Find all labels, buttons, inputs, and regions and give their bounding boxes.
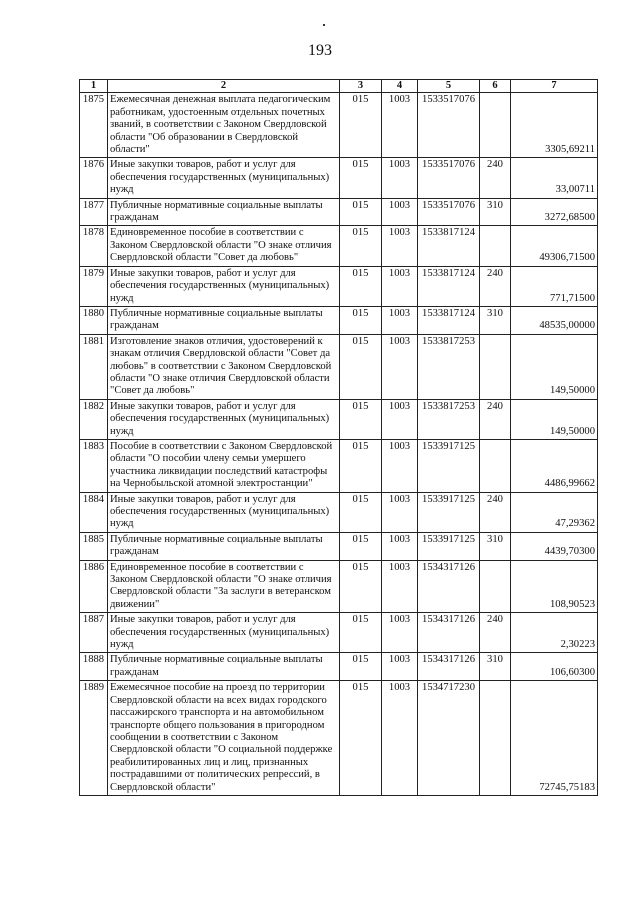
row-description: Публичные нормативные социальные выплаты гражданам <box>108 532 340 560</box>
row-amount: 149,50000 <box>511 334 598 399</box>
col-header-1: 1 <box>80 80 108 93</box>
row-amount: 4486,99662 <box>511 439 598 492</box>
row-amount: 2,30223 <box>511 613 598 653</box>
row-expense-type <box>480 93 511 158</box>
row-section-code: 1003 <box>382 681 418 796</box>
row-section-code: 1003 <box>382 93 418 158</box>
row-ministry-code: 015 <box>340 681 382 796</box>
row-description: Публичные нормативные социальные выплаты гражданам <box>108 306 340 334</box>
row-description: Публичные нормативные социальные выплаты гражданам <box>108 198 340 226</box>
row-target-code: 1534317126 <box>418 653 480 681</box>
col-header-2: 2 <box>108 80 340 93</box>
row-ministry-code: 015 <box>340 198 382 226</box>
row-ministry-code: 015 <box>340 334 382 399</box>
row-ministry-code: 015 <box>340 532 382 560</box>
row-amount: 108,90523 <box>511 560 598 613</box>
row-number: 1883 <box>80 439 108 492</box>
row-expense-type <box>480 681 511 796</box>
table-body <box>80 93 598 796</box>
row-number: 1880 <box>80 306 108 334</box>
header-row <box>80 80 598 93</box>
row-description: Ежемесячное пособие на проезд по территории Свердловской области на всех видах городского пассажирского транспорта и на автомобильном транспорте общего пользования в пригородном сообщении в соответствии с Законом Свердловской области "О социальной поддержке реабилитированных лиц и лиц, признанных пострадавшими от политических репрессий, в Свердловской области" <box>108 681 340 796</box>
row-number: 1882 <box>80 399 108 439</box>
row-number: 1889 <box>80 681 108 796</box>
row-expense-type: 310 <box>480 198 511 226</box>
row-ministry-code: 015 <box>340 439 382 492</box>
row-section-code: 1003 <box>382 306 418 334</box>
row-ministry-code: 015 <box>340 653 382 681</box>
row-ministry-code: 015 <box>340 266 382 306</box>
row-section-code: 1003 <box>382 399 418 439</box>
row-target-code: 1534317126 <box>418 560 480 613</box>
row-amount: 106,60300 <box>511 653 598 681</box>
row-number: 1884 <box>80 492 108 532</box>
row-description: Иные закупки товаров, работ и услуг для обеспечения государственных (муниципальных) нужд <box>108 266 340 306</box>
row-expense-type: 240 <box>480 266 511 306</box>
row-target-code: 1533517076 <box>418 93 480 158</box>
row-amount: 72745,75183 <box>511 681 598 796</box>
row-section-code: 1003 <box>382 653 418 681</box>
row-ministry-code: 015 <box>340 93 382 158</box>
table-row <box>80 226 598 266</box>
row-target-code: 1534717230 <box>418 681 480 796</box>
row-target-code: 1533517076 <box>418 198 480 226</box>
table-row <box>80 653 598 681</box>
row-section-code: 1003 <box>382 226 418 266</box>
row-section-code: 1003 <box>382 492 418 532</box>
row-description: Иные закупки товаров, работ и услуг для обеспечения государственных (муниципальных) нужд <box>108 613 340 653</box>
row-expense-type <box>480 560 511 613</box>
row-ministry-code: 015 <box>340 613 382 653</box>
row-section-code: 1003 <box>382 158 418 198</box>
row-section-code: 1003 <box>382 560 418 613</box>
row-number: 1878 <box>80 226 108 266</box>
row-target-code: 1533817124 <box>418 226 480 266</box>
row-expense-type: 310 <box>480 306 511 334</box>
col-header-5: 5 <box>418 80 480 93</box>
row-section-code: 1003 <box>382 532 418 560</box>
table-row <box>80 560 598 613</box>
row-number: 1876 <box>80 158 108 198</box>
table-row <box>80 198 598 226</box>
table-row <box>80 681 598 796</box>
row-description: Ежемесячная денежная выплата педагогическим работникам, удостоенным отдельных почетных званий, в соответствии с Законом Свердловской области "Об образовании в Свердловской области" <box>108 93 340 158</box>
row-amount: 47,29362 <box>511 492 598 532</box>
row-number: 1888 <box>80 653 108 681</box>
scan-speck <box>323 24 325 26</box>
row-ministry-code: 015 <box>340 399 382 439</box>
row-number: 1875 <box>80 93 108 158</box>
row-expense-type: 310 <box>480 653 511 681</box>
row-amount: 33,00711 <box>511 158 598 198</box>
row-expense-type <box>480 226 511 266</box>
row-description: Пособие в соответствии с Законом Свердловской области "О пособии члену семьи умершего участника ликвидации последствий катастрофы на Чернобыльской атомной электростанции" <box>108 439 340 492</box>
row-ministry-code: 015 <box>340 306 382 334</box>
row-description: Единовременное пособие в соответствии с Законом Свердловской области "О знаке отличия Свердловской области "Совет да любовь" <box>108 226 340 266</box>
row-expense-type <box>480 334 511 399</box>
table-row <box>80 266 598 306</box>
row-expense-type: 240 <box>480 158 511 198</box>
row-amount: 48535,00000 <box>511 306 598 334</box>
row-number: 1887 <box>80 613 108 653</box>
row-section-code: 1003 <box>382 439 418 492</box>
row-number: 1879 <box>80 266 108 306</box>
col-header-7: 7 <box>511 80 598 93</box>
table-row <box>80 439 598 492</box>
row-section-code: 1003 <box>382 334 418 399</box>
row-section-code: 1003 <box>382 613 418 653</box>
row-description: Иные закупки товаров, работ и услуг для обеспечения государственных (муниципальных) нужд <box>108 492 340 532</box>
row-target-code: 1533517076 <box>418 158 480 198</box>
table-row <box>80 158 598 198</box>
col-header-6: 6 <box>480 80 511 93</box>
row-expense-type <box>480 439 511 492</box>
row-target-code: 1533817124 <box>418 306 480 334</box>
table-row <box>80 613 598 653</box>
row-number: 1881 <box>80 334 108 399</box>
row-target-code: 1533817253 <box>418 334 480 399</box>
row-ministry-code: 015 <box>340 560 382 613</box>
row-amount: 3305,69211 <box>511 93 598 158</box>
row-section-code: 1003 <box>382 266 418 306</box>
row-amount: 3272,68500 <box>511 198 598 226</box>
row-ministry-code: 015 <box>340 226 382 266</box>
col-header-3: 3 <box>340 80 382 93</box>
col-header-4: 4 <box>382 80 418 93</box>
row-description: Иные закупки товаров, работ и услуг для обеспечения государственных (муниципальных) нужд <box>108 399 340 439</box>
row-number: 1885 <box>80 532 108 560</box>
row-ministry-code: 015 <box>340 492 382 532</box>
row-description: Публичные нормативные социальные выплаты гражданам <box>108 653 340 681</box>
table-row <box>80 93 598 158</box>
row-description: Единовременное пособие в соответствии с Законом Свердловской области "О знаке отличия Свердловской области "За заслуги в ветеранском движении" <box>108 560 340 613</box>
row-amount: 149,50000 <box>511 399 598 439</box>
row-target-code: 1533817124 <box>418 266 480 306</box>
row-amount: 49306,71500 <box>511 226 598 266</box>
row-section-code: 1003 <box>382 198 418 226</box>
row-expense-type: 240 <box>480 613 511 653</box>
row-target-code: 1534317126 <box>418 613 480 653</box>
row-description: Изготовление знаков отличия, удостоверений к знакам отличия Свердловской области "Совет да любовь" в соответствии с Законом Свердловской области "О знаке отличия Свердловской области "Совет да любовь" <box>108 334 340 399</box>
row-amount: 771,71500 <box>511 266 598 306</box>
row-expense-type: 310 <box>480 532 511 560</box>
table-row <box>80 306 598 334</box>
row-target-code: 1533917125 <box>418 532 480 560</box>
row-expense-type: 240 <box>480 399 511 439</box>
table-row <box>80 532 598 560</box>
row-target-code: 1533917125 <box>418 492 480 532</box>
row-amount: 4439,70300 <box>511 532 598 560</box>
table-row <box>80 399 598 439</box>
row-ministry-code: 015 <box>340 158 382 198</box>
row-target-code: 1533917125 <box>418 439 480 492</box>
row-description: Иные закупки товаров, работ и услуг для обеспечения государственных (муниципальных) нужд <box>108 158 340 198</box>
table-row <box>80 334 598 399</box>
row-number: 1877 <box>80 198 108 226</box>
page-number: 193 <box>308 42 332 59</box>
row-expense-type: 240 <box>480 492 511 532</box>
row-target-code: 1533817253 <box>418 399 480 439</box>
row-number: 1886 <box>80 560 108 613</box>
budget-table <box>79 79 598 796</box>
table-row <box>80 492 598 532</box>
